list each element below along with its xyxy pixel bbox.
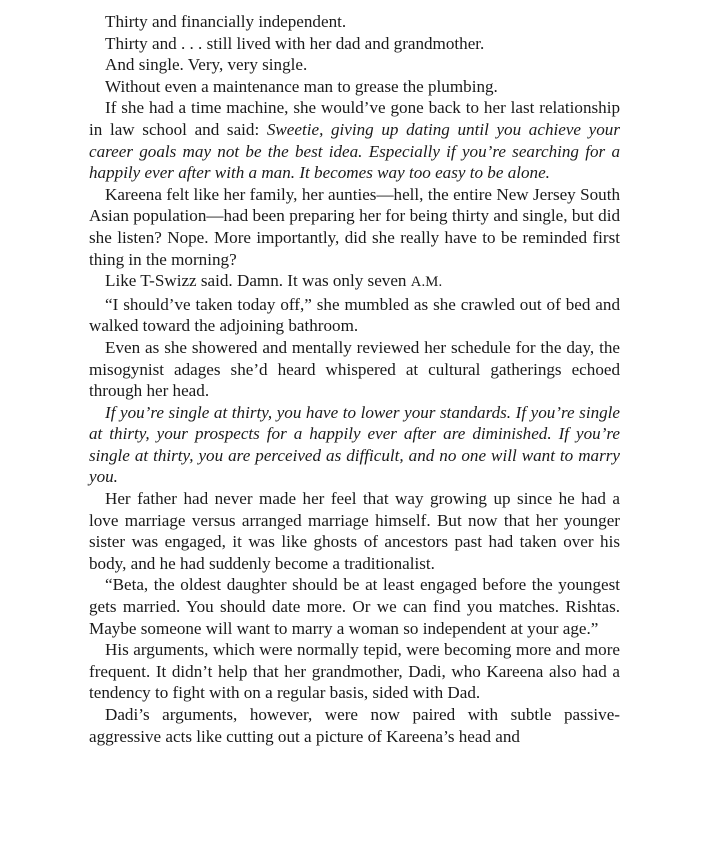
italic-inner-monologue: Sweetie, giving up dating until you achieve your career goals may not be the best idea. Especially if you’re searching for a happily ever after with a man. It becomes way too easy to be alone. bbox=[89, 119, 620, 183]
paragraph: Even as she showered and mentally reviewed her schedule for the day, the misogynist adages she’d heard whispered at cultural gatherings echoed through her head. bbox=[89, 337, 620, 401]
paragraph: Thirty and . . . still lived with her dad and grandmother. bbox=[105, 33, 485, 53]
body-text-column bbox=[89, 11, 620, 747]
paragraph: And single. Very, very single. bbox=[105, 55, 308, 75]
paragraph-with-italic-quote bbox=[89, 97, 620, 183]
dialogue-paragraph: “Beta, the oldest daughter should be at least engaged before the youngest gets married. You should date more. Or we can find you matches. Rishtas. Maybe someone will want to marry a woman so independent at your age.” bbox=[89, 575, 620, 638]
paragraph: Thirty and financially independent. bbox=[105, 12, 347, 31]
paragraph: His arguments, which were normally tepid, were becoming more and more frequent. It didn’t help that her grandmother, Dadi, who Kareena also had a tendency to fight with on a regular basis, sided with Dad. bbox=[89, 640, 620, 703]
paragraph-lead-text: Like T-Swizz said. Damn. It was only seven bbox=[105, 271, 411, 291]
paragraph: “I should’ve taken today off,” she mumbled as she crawled out of bed and walked toward the adjoining bathroom. bbox=[89, 294, 620, 336]
paragraph: Her father had never made her feel that way growing up since he had a love marriage versus arranged marriage himself. But now that her younger sister was engaged, it was like ghosts of ancestors past had taken over his body, and he had suddenly become a traditionalist. bbox=[89, 489, 620, 573]
paragraph: Kareena felt like her family, her aunties—hell, the entire New Jersey South Asian population—had been preparing her for being thirty and single, but did she listen? Nope. More importantly, did she really have to be reminded first thing in the morning? bbox=[89, 184, 620, 269]
paragraph-lead-text: If she had a time machine, she would’ve gone back to her last relationship in law school and said: bbox=[89, 98, 620, 139]
paragraph-with-small-caps bbox=[89, 270, 620, 294]
paragraph-clipped-at-page-end: Dadi’s arguments, however, were now paired with subtle passive-aggressive acts like cutting out a picture of Kareena’s head and bbox=[89, 705, 620, 746]
time-of-day-small-caps: A.M. bbox=[410, 274, 443, 291]
italic-adages-paragraph: If you’re single at thirty, you have to lower your standards. If you’re single at thirty, your prospects for a happily ever after are diminished. If you’re single at thirty, you are perceived as difficult, and no one will want to marry you. bbox=[89, 402, 620, 487]
paragraph: Without even a maintenance man to grease the plumbing. bbox=[105, 76, 498, 96]
